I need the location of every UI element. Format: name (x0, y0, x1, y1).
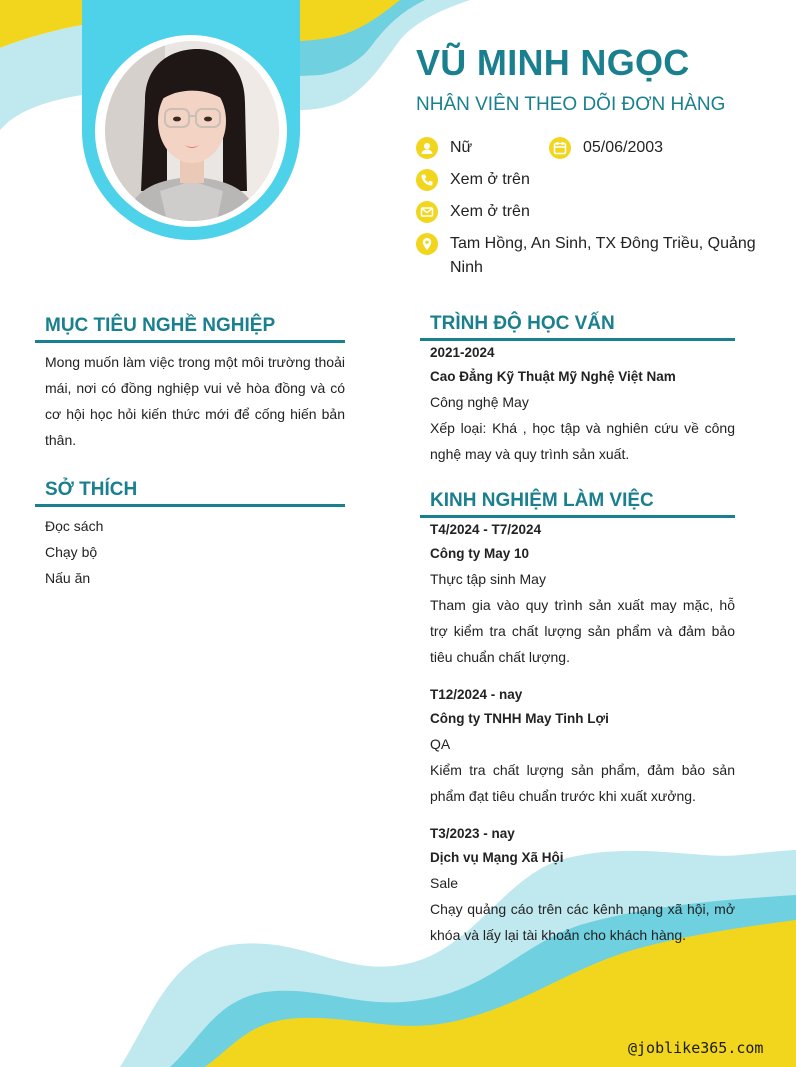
education-major: Công nghệ May (430, 394, 529, 410)
contact-gender (416, 136, 472, 160)
contact-address (416, 232, 756, 280)
contact-birthdate (549, 136, 663, 160)
experience-period: T4/2024 - T7/2024 (430, 522, 542, 537)
contact-email (416, 200, 530, 224)
user-icon (416, 137, 438, 159)
location-pin-icon (416, 233, 438, 255)
experience-company: Công ty May 10 (430, 546, 530, 561)
education-description: Xếp loại: Khá , học tập và nghiên cứu về công nghệ may và quy trình sản xuất. (430, 420, 735, 462)
hobby-item: Nấu ăn (45, 570, 91, 586)
mail-icon (416, 201, 438, 223)
experience-role: Sale (430, 875, 459, 891)
job-title: NHÂN VIÊN THEO DÕI ĐƠN HÀNG (416, 94, 726, 115)
experience-description: Chạy quảng cáo trên các kênh mạng xã hội, mở khóa và lấy lại tài khoản cho khách hàng. (430, 901, 735, 943)
education-divider (420, 338, 735, 341)
experience-entry (430, 686, 735, 809)
contact-phone (416, 168, 530, 192)
experience-description: Tham gia vào quy trình sản xuất may mặc, hỗ trợ kiểm tra chất lượng sản phẩm và đảm bảo tiêu chuẩn chất lượng. (430, 597, 735, 665)
experience-company: Công ty TNHH May Tinh Lợi (430, 711, 609, 726)
experience-period: T3/2023 - nay (430, 826, 515, 841)
gender-value: Nữ (450, 139, 473, 156)
objective-divider (35, 340, 345, 343)
experience-period: T12/2024 - nay (430, 687, 523, 702)
experience-role: Thực tập sinh May (430, 571, 546, 587)
phone-value: Xem ở trên (450, 171, 530, 188)
experience-company: Dịch vụ Mạng Xã Hội (430, 850, 564, 865)
hobby-item: Đọc sách (45, 518, 104, 534)
education-school: Cao Đẳng Kỹ Thuật Mỹ Nghệ Việt Nam (430, 369, 676, 384)
hobbies-title: SỞ THÍCH (45, 479, 138, 500)
email-value: Xem ở trên (450, 203, 530, 220)
experience-divider (420, 515, 735, 518)
education-entry (430, 344, 735, 467)
calendar-icon (549, 137, 571, 159)
experience-entry (430, 521, 735, 670)
hobbies-divider (35, 504, 345, 507)
education-title: TRÌNH ĐỘ HỌC VẤN (430, 313, 615, 334)
watermark: @joblike365.com (628, 1039, 764, 1057)
birthdate-value: 05/06/2003 (583, 139, 664, 156)
profile-photo (105, 41, 279, 221)
hobby-item: Chạy bộ (45, 544, 98, 560)
experience-title: KINH NGHIỆM LÀM VIỆC (430, 490, 654, 511)
phone-icon (416, 169, 438, 191)
address-value: Tam Hồng, An Sinh, TX Đông Triều, Quảng Ninh (450, 235, 756, 276)
experience-description: Kiểm tra chất lượng sản phẩm, đảm bảo sản phẩm đạt tiêu chuẩn trước khi xuất xưởng. (430, 762, 735, 804)
objective-title: MỤC TIÊU NGHỀ NGHIỆP (45, 315, 276, 336)
objective-text: Mong muốn làm việc trong một môi trường thoải mái, nơi có đồng nghiệp vui vẻ hòa đồng và có cơ hội học hỏi kiến thức mới để cống hiến bản thân. (45, 354, 345, 448)
candidate-name: VŨ MINH NGỌC (416, 42, 690, 83)
education-period: 2021-2024 (430, 345, 495, 360)
profile-photo-frame (95, 35, 287, 227)
experience-entry (430, 825, 735, 948)
experience-role: QA (430, 736, 451, 752)
